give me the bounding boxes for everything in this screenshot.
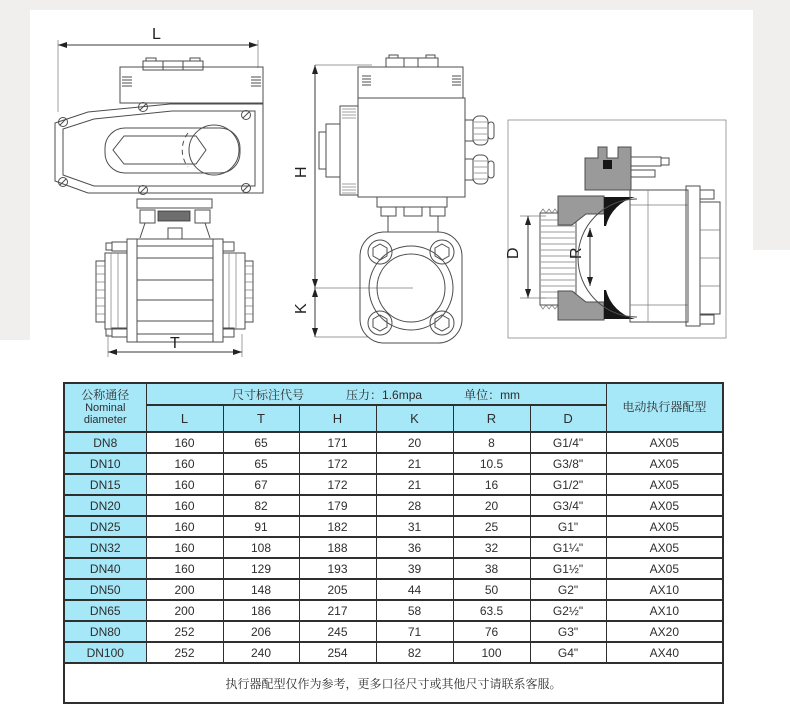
value-cell: 82 bbox=[223, 495, 299, 516]
cap-screw-hatch-side bbox=[362, 76, 461, 85]
dim-header-t: T bbox=[223, 405, 299, 432]
valve-body-lines bbox=[137, 246, 213, 334]
value-cell: 25 bbox=[453, 516, 530, 537]
dim-header-l: L bbox=[146, 405, 223, 432]
value-cell: 182 bbox=[299, 516, 376, 537]
indicator-dome bbox=[189, 125, 239, 175]
value-cell: 44 bbox=[376, 579, 453, 600]
dn-cell: DN65 bbox=[64, 600, 146, 621]
value-cell: AX10 bbox=[606, 579, 723, 600]
dim-label-r: R bbox=[568, 247, 585, 259]
override-hatch bbox=[342, 109, 356, 193]
dn-cell: DN32 bbox=[64, 537, 146, 558]
value-cell: 160 bbox=[146, 432, 223, 453]
value-cell: G1" bbox=[530, 516, 606, 537]
value-cell: 200 bbox=[146, 600, 223, 621]
value-cell: 82 bbox=[376, 642, 453, 663]
value-cell: AX05 bbox=[606, 453, 723, 474]
value-cell: 252 bbox=[146, 642, 223, 663]
dn-cell: DN40 bbox=[64, 558, 146, 579]
table-row bbox=[64, 516, 723, 537]
value-cell: 50 bbox=[453, 579, 530, 600]
cable-gland-top bbox=[465, 116, 494, 145]
value-cell: 160 bbox=[146, 558, 223, 579]
value-cell: AX05 bbox=[606, 495, 723, 516]
value-cell: 91 bbox=[223, 516, 299, 537]
value-cell: 245 bbox=[299, 621, 376, 642]
value-cell: G4" bbox=[530, 642, 606, 663]
value-cell: 20 bbox=[376, 432, 453, 453]
value-cell: G1/2" bbox=[530, 474, 606, 495]
value-cell: 21 bbox=[376, 453, 453, 474]
value-cell: 186 bbox=[223, 600, 299, 621]
value-cell: 65 bbox=[223, 432, 299, 453]
cap-screw-hatch bbox=[122, 77, 261, 86]
dim-header-d: D bbox=[530, 405, 606, 432]
value-cell: 193 bbox=[299, 558, 376, 579]
cable-gland-bottom bbox=[465, 155, 494, 184]
actuator-model-header: 电动执行器配型 bbox=[606, 383, 723, 432]
value-cell: 58 bbox=[376, 600, 453, 621]
value-cell: AX05 bbox=[606, 516, 723, 537]
table-row bbox=[64, 474, 723, 495]
dim-label-k: K bbox=[293, 303, 310, 314]
value-cell: 160 bbox=[146, 474, 223, 495]
value-cell: G2½" bbox=[530, 600, 606, 621]
table-row bbox=[64, 432, 723, 453]
unit-label: 单位：mm bbox=[464, 387, 521, 402]
value-cell: 65 bbox=[223, 453, 299, 474]
value-cell: 205 bbox=[299, 579, 376, 600]
value-cell: 160 bbox=[146, 495, 223, 516]
value-cell: AX40 bbox=[606, 642, 723, 663]
value-cell: 160 bbox=[146, 453, 223, 474]
side-view-drawing bbox=[293, 55, 494, 343]
spec-table bbox=[63, 382, 724, 704]
dn-cell: DN100 bbox=[64, 642, 146, 663]
flange-bolts bbox=[106, 242, 234, 337]
table-row bbox=[64, 621, 723, 642]
value-cell: 8 bbox=[453, 432, 530, 453]
value-cell: G1½" bbox=[530, 558, 606, 579]
value-cell: AX05 bbox=[606, 537, 723, 558]
dim-label-d: D bbox=[505, 247, 522, 259]
value-cell: 200 bbox=[146, 579, 223, 600]
table-row bbox=[64, 495, 723, 516]
dn-cell: DN8 bbox=[64, 432, 146, 453]
dn-cell: DN10 bbox=[64, 453, 146, 474]
spec-table-body bbox=[64, 432, 723, 663]
value-cell: 217 bbox=[299, 600, 376, 621]
nominal-diameter-en: Nominal diameter bbox=[83, 402, 127, 426]
dim-label-h: H bbox=[293, 166, 310, 178]
table-row bbox=[64, 558, 723, 579]
table-row bbox=[64, 642, 723, 663]
value-cell: 240 bbox=[223, 642, 299, 663]
union-nut-top bbox=[558, 196, 604, 225]
value-cell: 28 bbox=[376, 495, 453, 516]
table-row bbox=[64, 537, 723, 558]
value-cell: 39 bbox=[376, 558, 453, 579]
dn-cell: DN15 bbox=[64, 474, 146, 495]
table-row bbox=[64, 453, 723, 474]
value-cell: G1/4" bbox=[530, 432, 606, 453]
value-cell: 36 bbox=[376, 537, 453, 558]
value-cell: G2" bbox=[530, 579, 606, 600]
nominal-diameter-zh: 公称通径 bbox=[81, 388, 130, 402]
value-cell: 20 bbox=[453, 495, 530, 516]
value-cell: 21 bbox=[376, 474, 453, 495]
value-cell: 10.5 bbox=[453, 453, 530, 474]
value-cell: G3" bbox=[530, 621, 606, 642]
left-thread-hatch bbox=[96, 266, 105, 314]
table-row bbox=[64, 579, 723, 600]
stem-coupler bbox=[158, 211, 190, 221]
dn-cell: DN25 bbox=[64, 516, 146, 537]
dim-header-k: K bbox=[376, 405, 453, 432]
value-cell: 172 bbox=[299, 453, 376, 474]
value-cell: 108 bbox=[223, 537, 299, 558]
value-cell: AX10 bbox=[606, 600, 723, 621]
dim-label-t: T bbox=[170, 335, 180, 352]
value-cell: 252 bbox=[146, 621, 223, 642]
dim-header-r: R bbox=[453, 405, 530, 432]
right-thread-hatch bbox=[245, 266, 253, 314]
value-cell: 179 bbox=[299, 495, 376, 516]
value-cell: 148 bbox=[223, 579, 299, 600]
dimension-code-header bbox=[146, 383, 606, 405]
value-cell: 171 bbox=[299, 432, 376, 453]
value-cell: 67 bbox=[223, 474, 299, 495]
dn-cell: DN20 bbox=[64, 495, 146, 516]
value-cell: 16 bbox=[453, 474, 530, 495]
table-row bbox=[64, 600, 723, 621]
value-cell: G1¼" bbox=[530, 537, 606, 558]
value-cell: 160 bbox=[146, 516, 223, 537]
value-cell: 188 bbox=[299, 537, 376, 558]
dn-cell: DN50 bbox=[64, 579, 146, 600]
table-footnote: 执行器配型仅作为参考，更多口径尺寸或其他尺寸请联系客服。 bbox=[64, 663, 723, 703]
dim-label-l: L bbox=[152, 26, 161, 43]
value-cell: 206 bbox=[223, 621, 299, 642]
value-cell: 63.5 bbox=[453, 600, 530, 621]
value-cell: 71 bbox=[376, 621, 453, 642]
value-cell: 172 bbox=[299, 474, 376, 495]
value-cell: 129 bbox=[223, 558, 299, 579]
section-view-drawing bbox=[505, 120, 726, 338]
front-view-drawing bbox=[55, 26, 263, 357]
value-cell: AX05 bbox=[606, 474, 723, 495]
value-cell: G3/8" bbox=[530, 453, 606, 474]
value-cell: AX05 bbox=[606, 558, 723, 579]
value-cell: 100 bbox=[453, 642, 530, 663]
value-cell: G3/4" bbox=[530, 495, 606, 516]
dim-header-h: H bbox=[299, 405, 376, 432]
union-nut-bottom bbox=[558, 291, 604, 320]
dimension-code-label: 尺寸标注代号 bbox=[232, 387, 305, 402]
value-cell: 160 bbox=[146, 537, 223, 558]
dn-cell: DN80 bbox=[64, 621, 146, 642]
value-cell: 32 bbox=[453, 537, 530, 558]
value-cell: 31 bbox=[376, 516, 453, 537]
value-cell: 76 bbox=[453, 621, 530, 642]
value-cell: 38 bbox=[453, 558, 530, 579]
value-cell: 254 bbox=[299, 642, 376, 663]
value-cell: AX20 bbox=[606, 621, 723, 642]
pressure-label: 压力：1.6mpa bbox=[346, 387, 423, 402]
value-cell: AX05 bbox=[606, 432, 723, 453]
body-corner-screws bbox=[59, 103, 251, 195]
nominal-diameter-header bbox=[64, 383, 146, 432]
